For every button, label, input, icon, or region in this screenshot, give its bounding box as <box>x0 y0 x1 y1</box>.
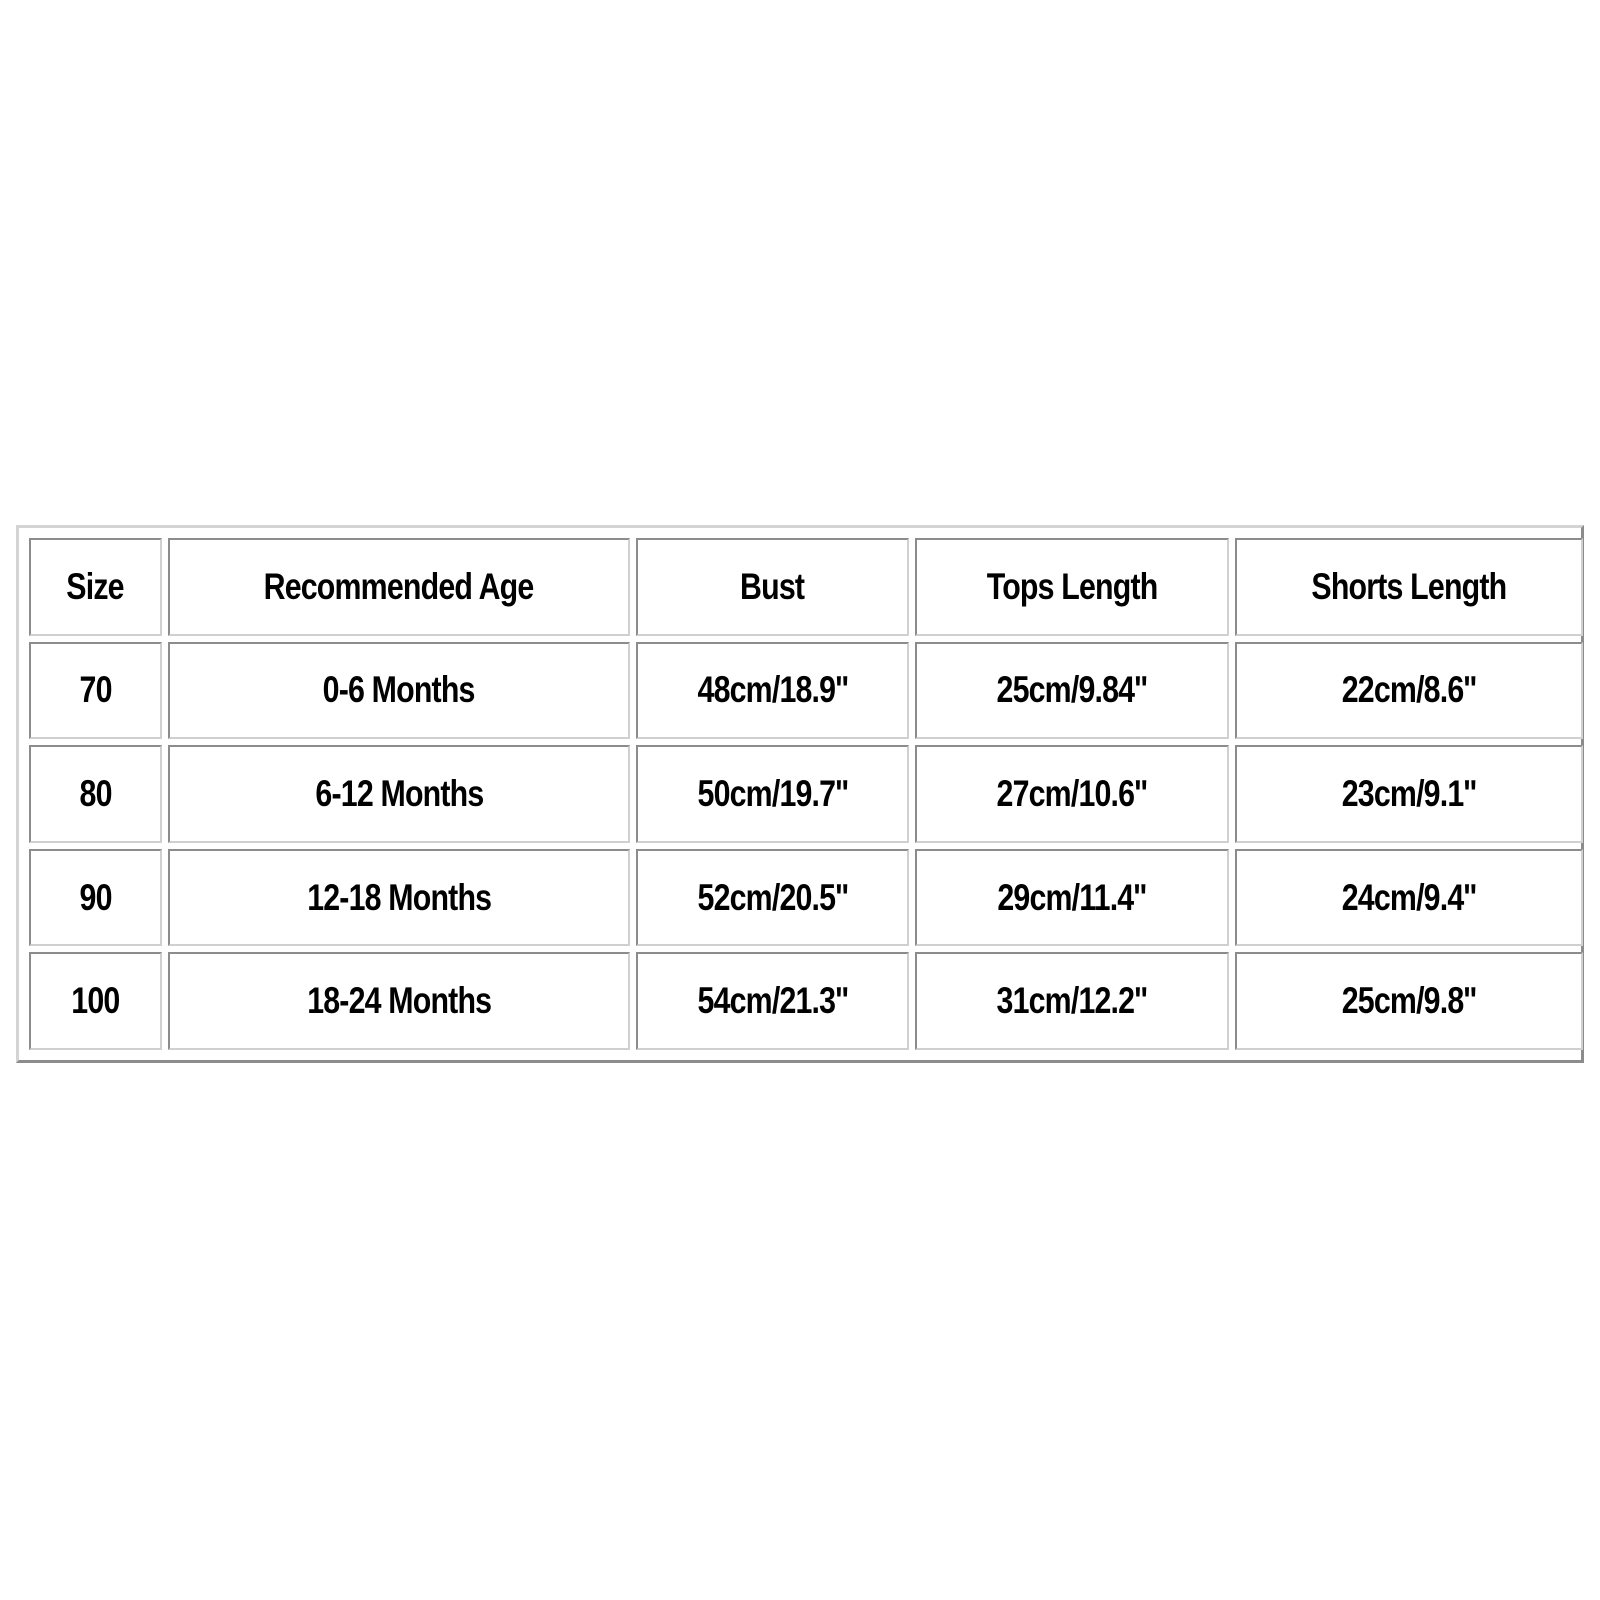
cell-size <box>29 745 162 843</box>
cell-recommended-age-value: 12-18 Months <box>306 876 492 918</box>
header-shorts-length <box>1235 538 1583 636</box>
header-recommended-age <box>168 538 630 636</box>
cell-tops-length-value: 29cm/11.4'' <box>997 876 1147 918</box>
cell-bust <box>636 745 909 843</box>
header-shorts-length-label: Shorts Length <box>1311 565 1507 607</box>
cell-recommended-age-value: 0-6 Months <box>323 669 475 711</box>
cell-size <box>29 952 162 1050</box>
cell-recommended-age <box>168 952 630 1050</box>
cell-recommended-age <box>168 849 630 947</box>
cell-shorts-length-value: 24cm/9.4'' <box>1341 876 1477 918</box>
header-row <box>29 538 1583 636</box>
cell-bust <box>636 849 909 947</box>
cell-tops-length <box>915 642 1229 740</box>
table-row <box>29 642 1583 740</box>
size-chart <box>16 525 1584 1063</box>
table-row <box>29 952 1583 1050</box>
cell-size-value: 90 <box>79 876 112 918</box>
header-bust <box>636 538 909 636</box>
cell-bust-value: 52cm/20.5'' <box>697 876 848 918</box>
cell-size <box>29 642 162 740</box>
cell-shorts-length <box>1235 952 1583 1050</box>
cell-bust-value: 48cm/18.9'' <box>697 669 848 711</box>
cell-size-value: 80 <box>79 772 112 814</box>
cell-tops-length <box>915 745 1229 843</box>
header-bust-label: Bust <box>740 565 805 607</box>
header-recommended-age-label: Recommended Age <box>264 565 534 607</box>
cell-shorts-length <box>1235 849 1583 947</box>
header-tops-length-label: Tops Length <box>986 565 1158 607</box>
cell-shorts-length-value: 22cm/8.6'' <box>1341 669 1477 711</box>
cell-tops-length-value: 27cm/10.6'' <box>996 772 1148 814</box>
table-row <box>29 849 1583 947</box>
header-size-label: Size <box>66 565 125 607</box>
cell-recommended-age-value: 6-12 Months <box>314 772 483 814</box>
cell-tops-length <box>915 849 1229 947</box>
cell-bust-value: 50cm/19.7'' <box>697 772 848 814</box>
cell-tops-length <box>915 952 1229 1050</box>
size-chart-table <box>23 532 1589 1056</box>
cell-tops-length-value: 25cm/9.84'' <box>996 669 1148 711</box>
cell-bust-value: 54cm/21.3'' <box>697 980 848 1022</box>
cell-bust <box>636 952 909 1050</box>
cell-shorts-length-value: 25cm/9.8'' <box>1341 980 1477 1022</box>
cell-recommended-age-value: 18-24 Months <box>306 980 492 1022</box>
cell-recommended-age <box>168 745 630 843</box>
cell-tops-length-value: 31cm/12.2'' <box>996 980 1148 1022</box>
cell-size <box>29 849 162 947</box>
cell-bust <box>636 642 909 740</box>
cell-size-value: 100 <box>71 980 120 1022</box>
cell-recommended-age <box>168 642 630 740</box>
header-size <box>29 538 162 636</box>
header-tops-length <box>915 538 1229 636</box>
table-row <box>29 745 1583 843</box>
cell-shorts-length <box>1235 745 1583 843</box>
cell-shorts-length <box>1235 642 1583 740</box>
cell-size-value: 70 <box>79 669 112 711</box>
cell-shorts-length-value: 23cm/9.1'' <box>1341 772 1477 814</box>
